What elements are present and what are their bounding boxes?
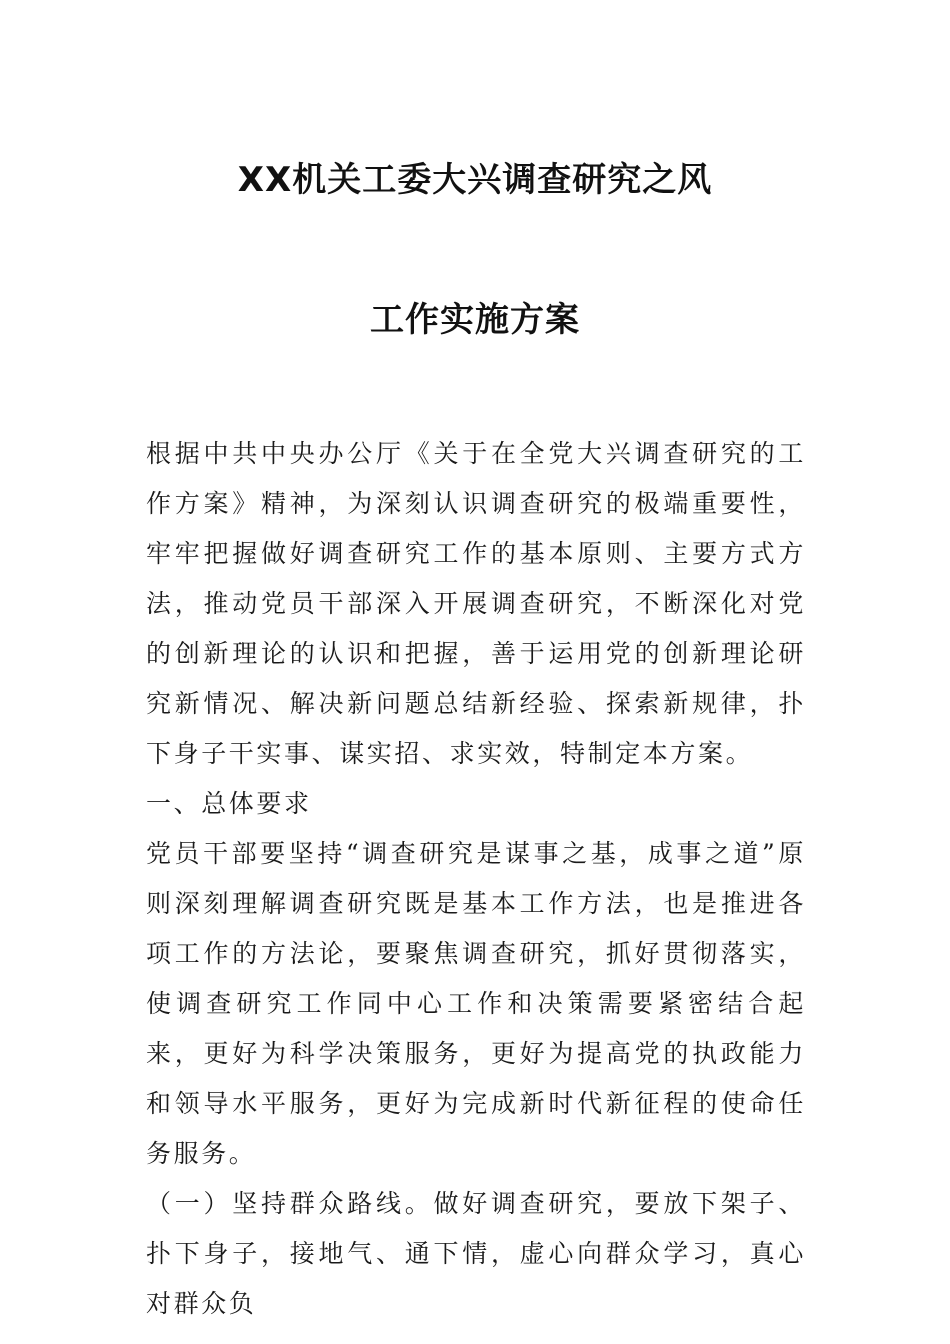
subsection-mass-line-paragraph: （一）坚持群众路线。做好调查研究，要放下架子、扑下身子，接地气、通下情，虚心向群众学习，真心对群众负 <box>146 1189 806 1318</box>
intro-paragraph: 根据中共中央办公厅《关于在全党大兴调查研究的工作方案》精神，为深刻认识调查研究的极端重要性，牢牢把握做好调查研究工作的基本原则、主要方式方法，推动党员干部深入开展调查研究，不断深化对党的创新理论的认识和把握，善于运用党的创新理论研究新情况、解决新问题总结新经验、探索新规律，扑下身子干实事、谋实招、求实效，特制定本方案。 <box>146 439 806 768</box>
document-title-line-2: 工作实施方案 <box>370 300 580 340</box>
document-body <box>146 429 806 1329</box>
document-title-line-1: XX机关工委大兴调查研究之风 <box>237 160 713 200</box>
section-heading-general-requirements: 一、总体要求 <box>146 789 312 818</box>
general-requirements-paragraph: 党员干部要坚持“调查研究是谋事之基，成事之道”原则深刻理解调查研究既是基本工作方法，也是推进各项工作的方法论，要聚焦调查研究，抓好贯彻落实，使调查研究工作同中心工作和决策需要紧密结合起来，更好为科学决策服务，更好为提高党的执政能力和领导水平服务，更好为完成新时代新征程的使命任务服务。 <box>146 839 806 1168</box>
